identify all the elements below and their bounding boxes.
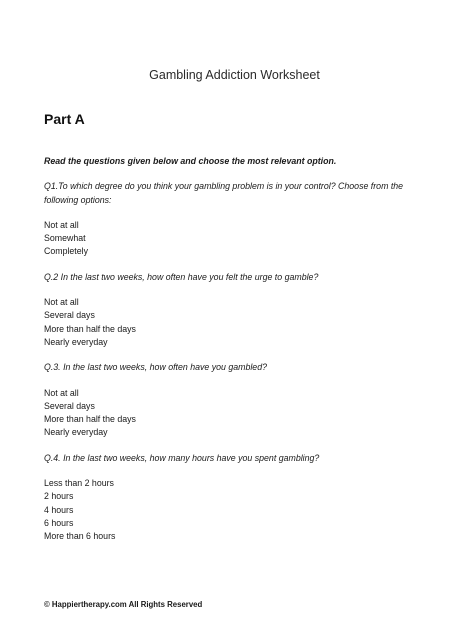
option-item: Several days	[44, 400, 95, 411]
question-3-options	[44, 387, 416, 440]
part-heading: Part A	[44, 111, 85, 127]
question-4: Q.4. In the last two weeks, how many hours have you spent gambling?	[44, 452, 320, 463]
option-item: More than 6 hours	[44, 531, 116, 542]
option-item: Not at all	[44, 297, 79, 308]
option-item: Completely	[44, 246, 89, 257]
option-item: 2 hours	[44, 491, 74, 502]
option-item: Not at all	[44, 387, 79, 398]
option-item: More than half the days	[44, 323, 136, 334]
question-3: Q.3. In the last two weeks, how often have you gambled?	[44, 362, 267, 373]
question-1: Q1.To which degree do you think your gambling problem is in your control? Choose from the following options:	[44, 181, 404, 205]
option-item: 6 hours	[44, 517, 74, 528]
option-item: More than half the days	[44, 414, 136, 425]
option-item: Several days	[44, 310, 95, 321]
option-item: Somewhat	[44, 233, 86, 244]
worksheet-content	[44, 155, 416, 556]
copyright-footer: © Happiertherapy.com All Rights Reserved	[44, 600, 203, 609]
option-item: Less than 2 hours	[44, 478, 114, 489]
instruction-text: Read the questions given below and choose the most relevant option.	[44, 156, 337, 166]
option-item: Nearly everyday	[44, 336, 108, 347]
option-item: 4 hours	[44, 504, 74, 515]
question-2-options	[44, 296, 416, 349]
question-1-options	[44, 219, 416, 259]
option-item: Not at all	[44, 219, 79, 230]
question-2: Q.2 In the last two weeks, how often have you felt the urge to gamble?	[44, 271, 319, 282]
option-item: Nearly everyday	[44, 427, 108, 438]
document-title: Gambling Addiction Worksheet	[149, 68, 320, 82]
question-4-options	[44, 477, 416, 543]
